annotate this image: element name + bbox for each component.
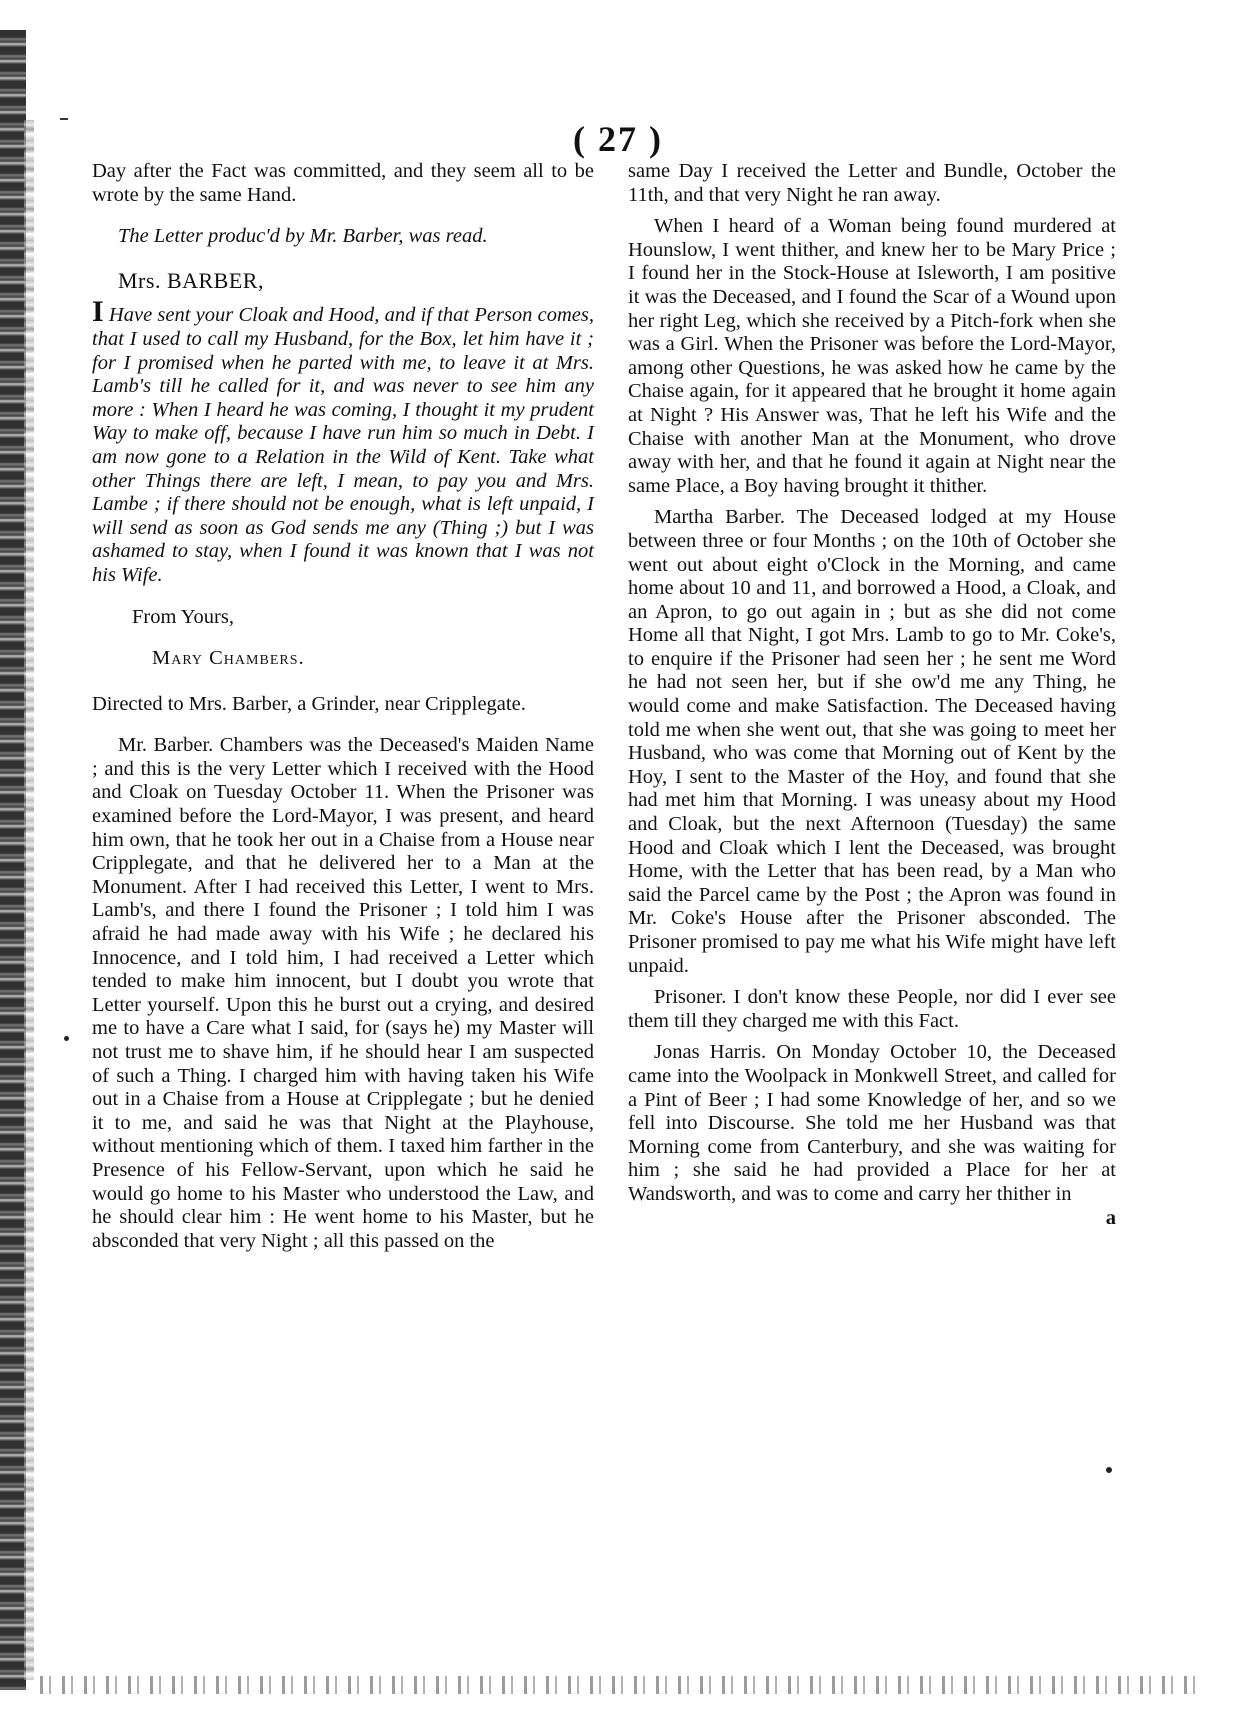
binding-shadow (24, 120, 34, 1680)
letter-closing: From Yours, (132, 605, 234, 628)
page-number: ( 27 ) (573, 119, 663, 159)
left-column (92, 160, 594, 1253)
testimony-paragraph: Martha Barber. The Deceased lodged at my House between three or four Months ; on the 10th of October she went out about eight o'Clock in the Morning, and came home about 10 and 11, and borrowed a Hood, a Cloak, and an Apron, to go out again in ; but as she did not come Home all that Night, I got Mrs. Lamb to go to Mr. Coke's, to enquire if the Prisoner had seen her ; he sent me Word he had not seen her, but if she ow'd me any Thing, he would come and make Satisfaction. The Deceased having told me when she went out, that she was going to meet her Husband, who was come that Morning out of Kent by the Hoy, I sent to the Master of the Hoy, and found that she had met him that Morning. I was uneasy about my Hood and Cloak, but the next Afternoon (Tuesday) the same Hood and Cloak which I lent the Deceased, was brought Home, with the Letter that has been read, by a Man who said the Parcel came by the Post ; the Apron was found in Mr. Coke's House after the Prisoner absconded. The Prisoner promised to pay me what his Wife might have left unpaid. (628, 506, 1116, 977)
testimony-paragraph: When I heard of a Woman being found murdered at Hounslow, I went thither, and knew her to be Mary Price ; I found her in the Stock-House at Isleworth, I am positive it was the Deceased, and I found the Scar of a Wound upon her right Leg, which she received by a Pitch-fork when she was a Girl. When the Prisoner was before the Lord-Mayor, among other Questions, he was asked how he came by the Chaise again, for it appeared that he brought it home again at Night ? His Answer was, That he left his Wife and the Chaise with another Man at the Monument, who drove away with her, and that he found it again at Night near the same Place, a Boy having brought it thither. (628, 215, 1116, 497)
letter-caption: The Letter produc'd by Mr. Barber, was read. (118, 225, 488, 248)
catchword: a (1105, 1206, 1116, 1229)
drop-cap: I (92, 295, 104, 329)
ink-spot (1106, 1467, 1112, 1473)
paragraph: same Day I received the Letter and Bundle, October the 11th, and that very Night he ran away. (628, 160, 1116, 206)
letter-salutation: Mrs. BARBER, (118, 267, 264, 293)
ink-spot (64, 1036, 69, 1041)
letter-body (92, 295, 594, 587)
testimony-paragraph: Prisoner. I don't know these People, nor did I ever see them till they charged me with this Fact. (628, 986, 1116, 1032)
testimony-paragraph: Mr. Barber. Chambers was the Deceased's Maiden Name ; and this is the very Letter which I received with the Hood and Cloak on Tuesday October 11. When the Prisoner was examined before the Lord-Mayor, I was present, and heard him own, that he took her out in a Chaise from a House near Cripplegate, and that he delivered her to a Man at the Monument. After I had received this Letter, I went to Mrs. Lamb's, and there I found the Prisoner ; I told him I was afraid he had made away with his Wife ; he declared his Innocence, and I told him, I had received a Letter which tended to make him innocent, but I doubt you wrote that Letter yourself. Upon this he burst out a crying, and desired me to have a Care what I said, for (says he) my Master will not trust me to shave him, if he should hear I am suspected of such a Thing. I charged him with having taken his Wife out in a Chaise from a House at Cripplegate ; but he denied it to me, and said he was that Night at the Playhouse, without mentioning which of them. I taxed him farther in the Presence of his Fellow-Servant, upon which he said he would go home to his Master who understood the Law, and he should clear him : He went home to his Master, but he absconded that very Night ; all this passed on the (92, 734, 594, 1252)
binding-edge (0, 30, 26, 1690)
bottom-edge-noise (40, 1676, 1196, 1694)
right-column (628, 160, 1116, 1230)
letter-signature: Mary Chambers. (152, 647, 305, 670)
paragraph: Day after the Fact was committed, and they seem all to be wrote by the same Hand. (92, 160, 594, 206)
letter-text: Have sent your Cloak and Hood, and if that Person comes, that I used to call my Husband, for the Box, let him have it ; for I promised when he parted with me, to leave it at Mrs. Lamb's till he called for it, and was never to see him any more : When I heard he was coming, I thought it my prudent Way to make off, because I have run him so much in Debt. I am now gone to a Relation in the Wild of Kent. Take what other Things there are left, I mean, to pay you and Mrs. Lambe ; if there should not be enough, what is left unpaid, I will send as soon as God sends me any (Thing ;) but I was ashamed to stay, when I found it was known that I was not his Wife. (92, 304, 594, 586)
letter-direction: Directed to Mrs. Barber, a Grinder, near Cripplegate. (92, 692, 526, 715)
testimony-paragraph: Jonas Harris. On Monday October 10, the Deceased came into the Woolpack in Monkwell Street, and called for a Pint of Beer ; I had some Knowledge of her, and so we fell into Discourse. She told me her Husband was that Morning come from Canterbury, and she was waiting for him ; she said he had provided a Place for her at Wandsworth, and was to come and carry her thither in (628, 1041, 1116, 1205)
